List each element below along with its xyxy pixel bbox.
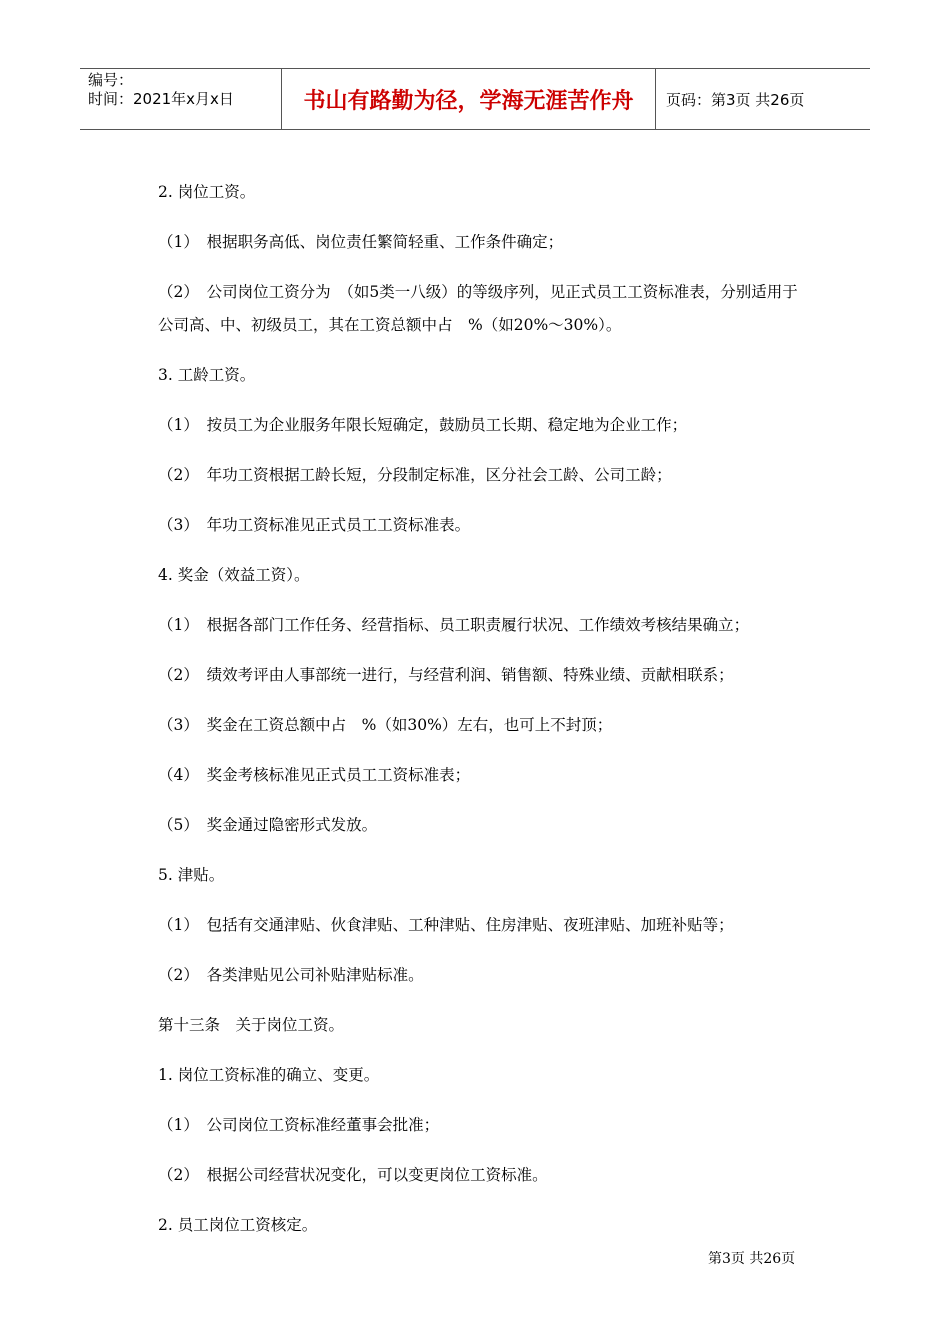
paragraph: 5. 津贴。 xyxy=(158,866,225,884)
paragraph: （5） 奖金通过隐密形式发放。 xyxy=(158,816,378,834)
paragraph: （4） 奖金考核标准见正式员工工资标准表； xyxy=(158,766,471,784)
header-date-label: 时间：2021年x月x日 xyxy=(88,90,234,108)
paragraph: （2） 年功工资根据工龄长短，分段制定标准，区分社会工龄、公司工龄； xyxy=(158,466,672,484)
paragraph: 第十三条 关于岗位工资。 xyxy=(158,1016,345,1034)
header-number-label: 编号： xyxy=(88,71,134,89)
paragraph: （1） 按员工为企业服务年限长短确定，鼓励员工长期、稳定地为企业工作； xyxy=(158,416,688,434)
paragraph: 1. 岗位工资标准的确立、变更。 xyxy=(158,1066,380,1084)
header-motto: 书山有路勤为径，学海无涯苦作舟 xyxy=(282,69,656,129)
paragraph: （2） 公司岗位工资分为 （如5类一八级）的等级序列，见正式员工工资标准表，分别适用于公司高、中、初级员工，其在工资总额中占 %（如20%～30%）。 xyxy=(158,283,798,334)
header-meta xyxy=(80,69,282,129)
paragraph: （1） 根据职务高低、岗位责任繁简轻重、工作条件确定； xyxy=(158,233,564,251)
page-footer: 第3页 共26页 xyxy=(708,1251,796,1267)
header-page-info: 页码：第3页 共26页 xyxy=(666,90,805,109)
paragraph: （2） 各类津贴见公司补贴津贴标准。 xyxy=(158,966,424,984)
paragraph: 2. 岗位工资。 xyxy=(158,183,256,201)
paragraph: （1） 根据各部门工作任务、经营指标、员工职责履行状况、工作绩效考核结果确立； xyxy=(158,616,750,634)
paragraph: （3） 奖金在工资总额中占 %（如30%）左右，也可上不封顶； xyxy=(158,716,613,734)
paragraph: （2） 绩效考评由人事部统一进行，与经营利润、销售额、特殊业绩、贡献相联系； xyxy=(158,666,734,684)
paragraph: 2. 员工岗位工资核定。 xyxy=(158,1216,318,1234)
paragraph: （1） 包括有交通津贴、伙食津贴、工种津贴、住房津贴、夜班津贴、加班补贴等； xyxy=(158,916,734,934)
paragraph: 4. 奖金（效益工资）。 xyxy=(158,566,310,584)
paragraph: （1） 公司岗位工资标准经董事会批准； xyxy=(158,1116,440,1134)
paragraph: 3. 工龄工资。 xyxy=(158,366,256,384)
paragraph: （2） 根据公司经营状况变化，可以变更岗位工资标准。 xyxy=(158,1166,548,1184)
paragraph: （3） 年功工资标准见正式员工工资标准表。 xyxy=(158,516,471,534)
document-body xyxy=(158,176,798,1259)
page-header xyxy=(80,68,870,130)
